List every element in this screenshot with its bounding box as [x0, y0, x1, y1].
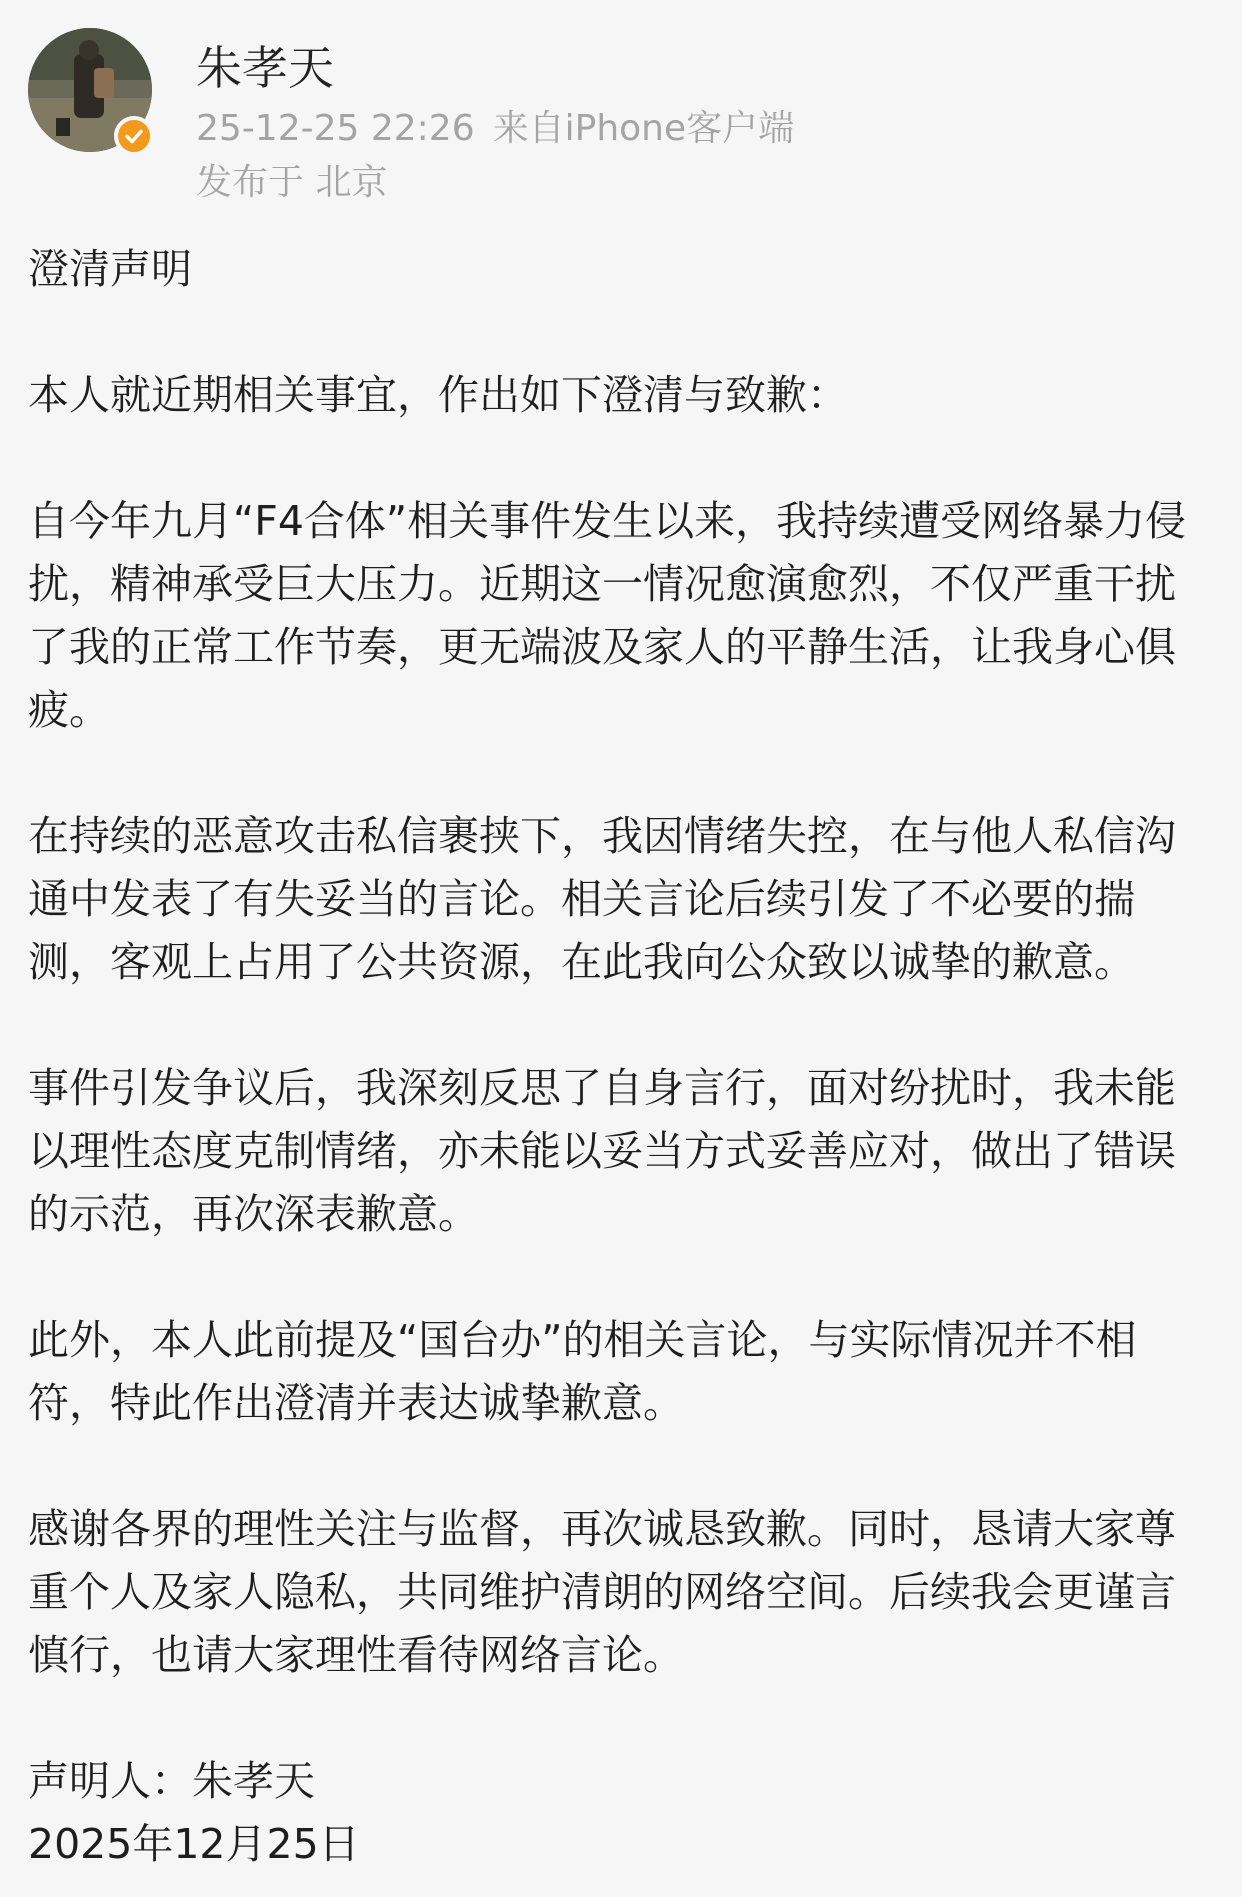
post-location: 发布于 北京 — [196, 162, 388, 203]
statement-paragraph-4: 此外，本人此前提及“国台办”的相关言论，与实际情况并不相符，特此作出澄清并表达诚挚歉意。 — [28, 1316, 1137, 1427]
post-source: 来自iPhone客户端 — [492, 108, 795, 149]
statement-paragraph-3: 事件引发争议后，我深刻反思了自身言行，面对纷扰时，我未能以理性态度克制情绪，亦未能以妥当方式妥善应对，做出了错误的示范，再次深表歉意。 — [28, 1064, 1176, 1238]
statement-signer: 声明人：朱孝天 — [28, 1757, 315, 1805]
post-meta — [196, 106, 794, 152]
statement-intro: 本人就近期相关事宜，作出如下澄清与致歉： — [28, 371, 848, 419]
verified-badge-icon — [114, 116, 154, 156]
statement-paragraph-1: 自今年九月“F4合体”相关事件发生以来，我持续遭受网络暴力侵扰，精神承受巨大压力。近期这一情况愈演愈烈，不仅严重干扰了我的正常工作节奏，更无端波及家人的平静生活，让我身心俱疲。 — [28, 497, 1187, 734]
author-avatar-container[interactable] — [28, 28, 152, 152]
author-name[interactable]: 朱孝天 — [196, 41, 334, 95]
statement-paragraph-5: 感谢各界的理性关注与监督，再次诚恳致歉。同时，恳请大家尊重个人及家人隐私，共同维护清朗的网络空间。后续我会更谨言慎行，也请大家理性看待网络言论。 — [28, 1505, 1176, 1679]
post-time: 25-12-25 22:26 — [196, 108, 475, 149]
post-header — [28, 28, 1208, 208]
statement-title: 澄清声明 — [28, 245, 192, 293]
statement-paragraph-2: 在持续的恶意攻击私信裹挟下，我因情绪失控，在与他人私信沟通中发表了有失妥当的言论。相关言论后续引发了不必要的揣测，客观上占用了公共资源，在此我向公众致以诚挚的歉意。 — [28, 812, 1176, 986]
statement-date: 2025年12月25日 — [28, 1820, 360, 1868]
post-body — [28, 238, 1214, 1876]
